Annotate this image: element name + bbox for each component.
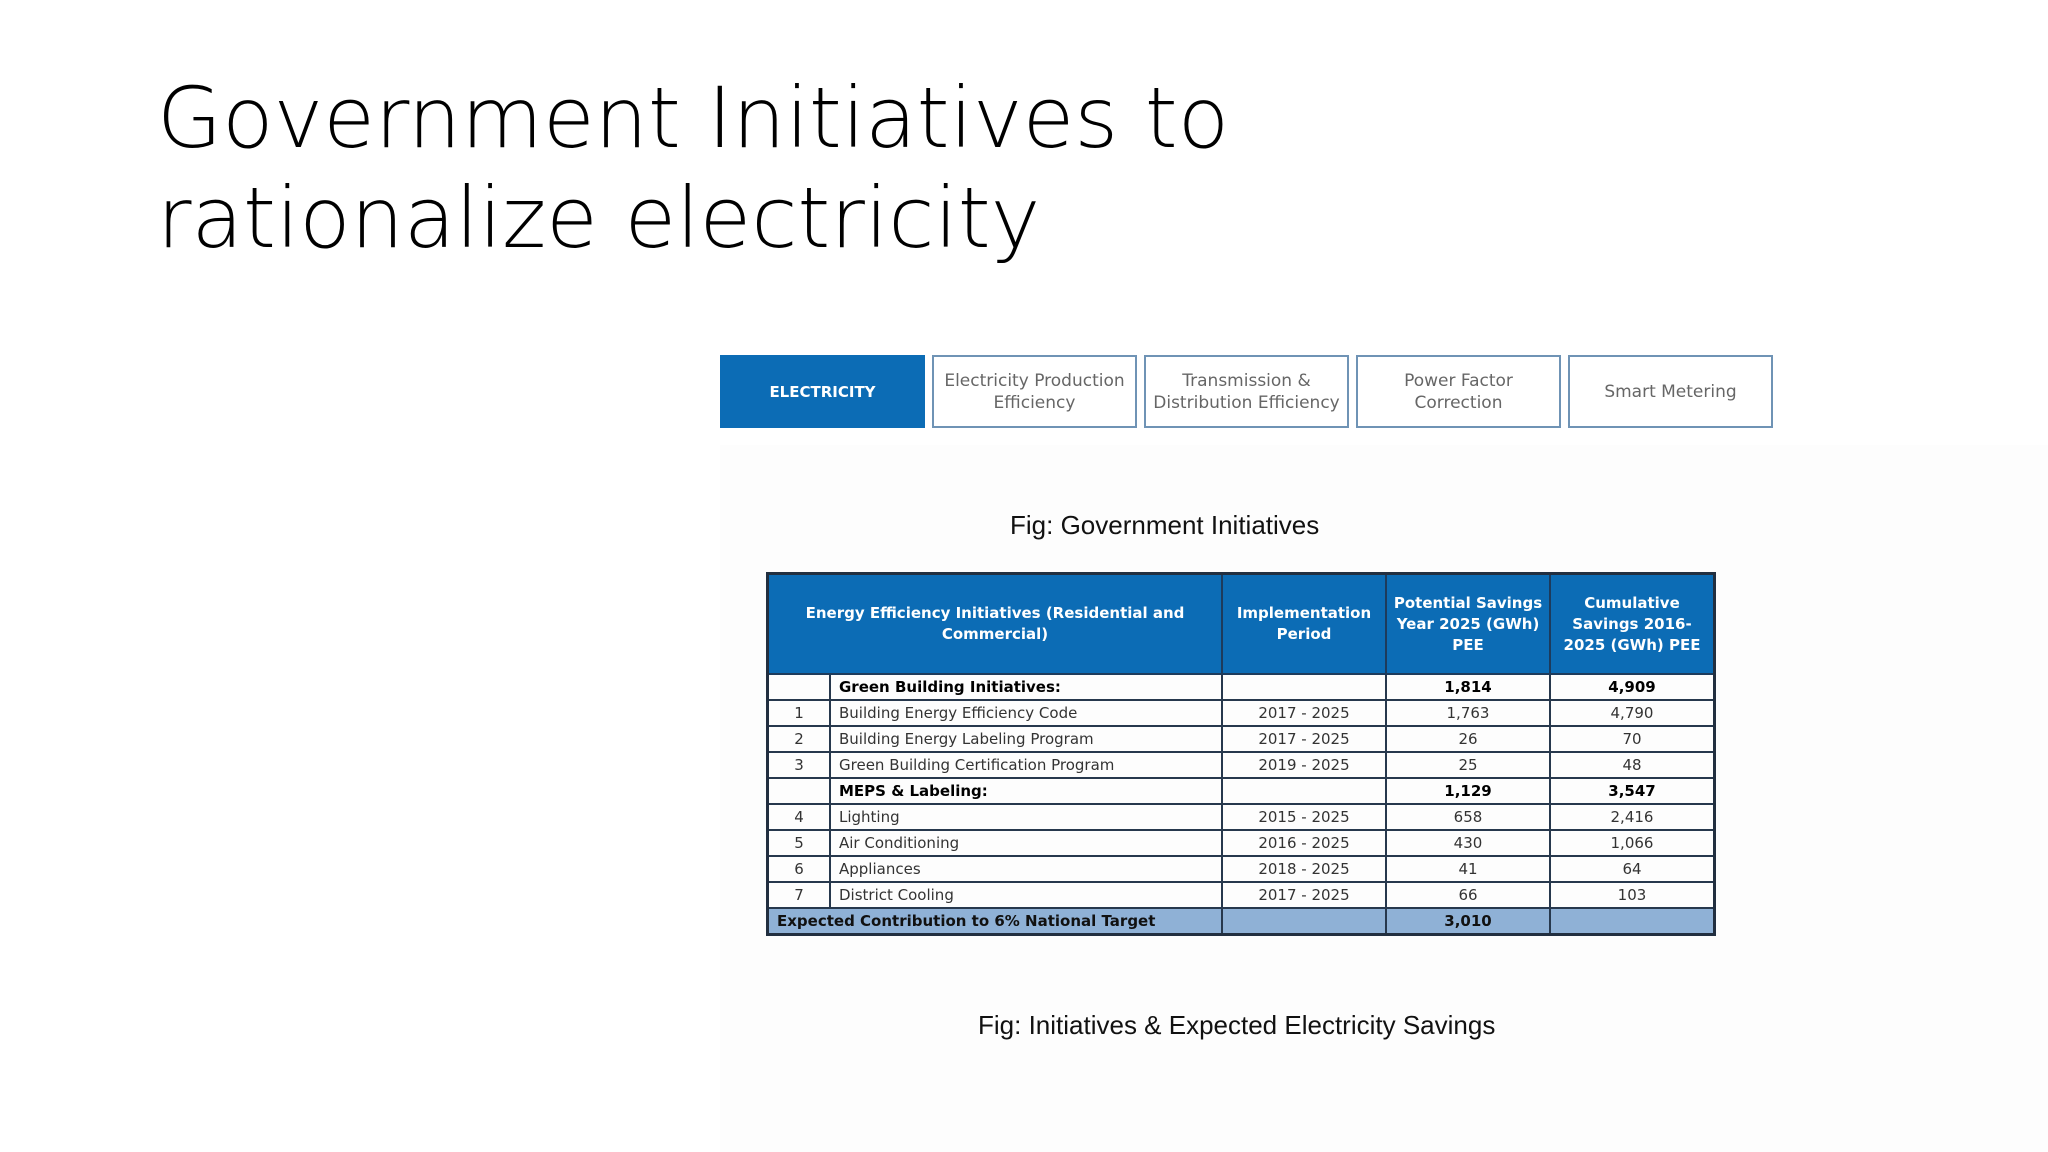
row-period — [1222, 674, 1386, 700]
row-period — [1222, 778, 1386, 804]
row-cumulative: 3,547 — [1550, 778, 1715, 804]
table-row — [768, 778, 1715, 804]
tab-electricity-production-efficiency[interactable]: Electricity Production Efficiency — [932, 355, 1137, 428]
table-row — [768, 882, 1715, 908]
row-initiative: Air Conditioning — [830, 830, 1222, 856]
tab-power-factor-correction[interactable]: Power Factor Correction — [1356, 355, 1561, 428]
tab-electricity[interactable]: ELECTRICITY — [720, 355, 925, 428]
row-period: 2017 - 2025 — [1222, 700, 1386, 726]
row-initiative: Green Building Certification Program — [830, 752, 1222, 778]
row-number: 1 — [768, 700, 831, 726]
row-initiative: Building Energy Efficiency Code — [830, 700, 1222, 726]
savings-table-wrapper — [766, 572, 1716, 936]
table-row — [768, 752, 1715, 778]
row-period: 2018 - 2025 — [1222, 856, 1386, 882]
row-cumulative: 1,066 — [1550, 830, 1715, 856]
row-potential: 41 — [1386, 856, 1550, 882]
row-number — [768, 674, 831, 700]
row-number: 3 — [768, 752, 831, 778]
figure-caption-expected-savings: Fig: Initiatives & Expected Electricity Savings — [978, 1010, 1496, 1040]
row-number: 7 — [768, 882, 831, 908]
row-potential: 1,814 — [1386, 674, 1550, 700]
row-cumulative: 2,416 — [1550, 804, 1715, 830]
total-cumulative — [1550, 908, 1715, 935]
table-row — [768, 830, 1715, 856]
row-initiative: Appliances — [830, 856, 1222, 882]
total-label: Expected Contribution to 6% National Target — [768, 908, 1223, 935]
row-potential: 1,129 — [1386, 778, 1550, 804]
row-potential: 66 — [1386, 882, 1550, 908]
row-period: 2019 - 2025 — [1222, 752, 1386, 778]
row-cumulative: 4,790 — [1550, 700, 1715, 726]
row-potential: 1,763 — [1386, 700, 1550, 726]
header-initiatives: Energy Efficiency Initiatives (Residential and Commercial) — [768, 574, 1223, 675]
table-header-row — [768, 574, 1715, 675]
row-period: 2017 - 2025 — [1222, 882, 1386, 908]
slide-title: Government Initiatives to rationalize electricity — [157, 69, 1230, 267]
row-period: 2015 - 2025 — [1222, 804, 1386, 830]
total-potential: 3,010 — [1386, 908, 1550, 935]
row-potential: 658 — [1386, 804, 1550, 830]
tab-transmission-distribution-efficiency[interactable]: Transmission & Distribution Efficiency — [1144, 355, 1349, 428]
row-number: 4 — [768, 804, 831, 830]
row-number: 2 — [768, 726, 831, 752]
row-initiative: MEPS & Labeling: — [830, 778, 1222, 804]
savings-table — [766, 572, 1716, 936]
row-initiative: Green Building Initiatives: — [830, 674, 1222, 700]
row-potential: 26 — [1386, 726, 1550, 752]
row-number: 6 — [768, 856, 831, 882]
header-cumulative-savings: Cumulative Savings 2016- 2025 (GWh) PEE — [1550, 574, 1715, 675]
header-period: Implementation Period — [1222, 574, 1386, 675]
row-cumulative: 70 — [1550, 726, 1715, 752]
row-cumulative: 64 — [1550, 856, 1715, 882]
row-cumulative: 48 — [1550, 752, 1715, 778]
initiative-tabs — [720, 355, 1773, 428]
figure-caption-government-initiatives: Fig: Government Initiatives — [1010, 510, 1320, 540]
table-row — [768, 726, 1715, 752]
row-number — [768, 778, 831, 804]
table-row — [768, 856, 1715, 882]
table-total-row — [768, 908, 1715, 935]
tab-smart-metering[interactable]: Smart Metering — [1568, 355, 1773, 428]
row-cumulative: 103 — [1550, 882, 1715, 908]
row-initiative: Building Energy Labeling Program — [830, 726, 1222, 752]
header-potential-savings: Potential Savings Year 2025 (GWh) PEE — [1386, 574, 1550, 675]
total-period — [1222, 908, 1386, 935]
row-cumulative: 4,909 — [1550, 674, 1715, 700]
row-period: 2016 - 2025 — [1222, 830, 1386, 856]
row-potential: 430 — [1386, 830, 1550, 856]
table-row — [768, 700, 1715, 726]
row-initiative: Lighting — [830, 804, 1222, 830]
row-initiative: District Cooling — [830, 882, 1222, 908]
table-row — [768, 804, 1715, 830]
row-potential: 25 — [1386, 752, 1550, 778]
row-number: 5 — [768, 830, 831, 856]
table-row — [768, 674, 1715, 700]
row-period: 2017 - 2025 — [1222, 726, 1386, 752]
